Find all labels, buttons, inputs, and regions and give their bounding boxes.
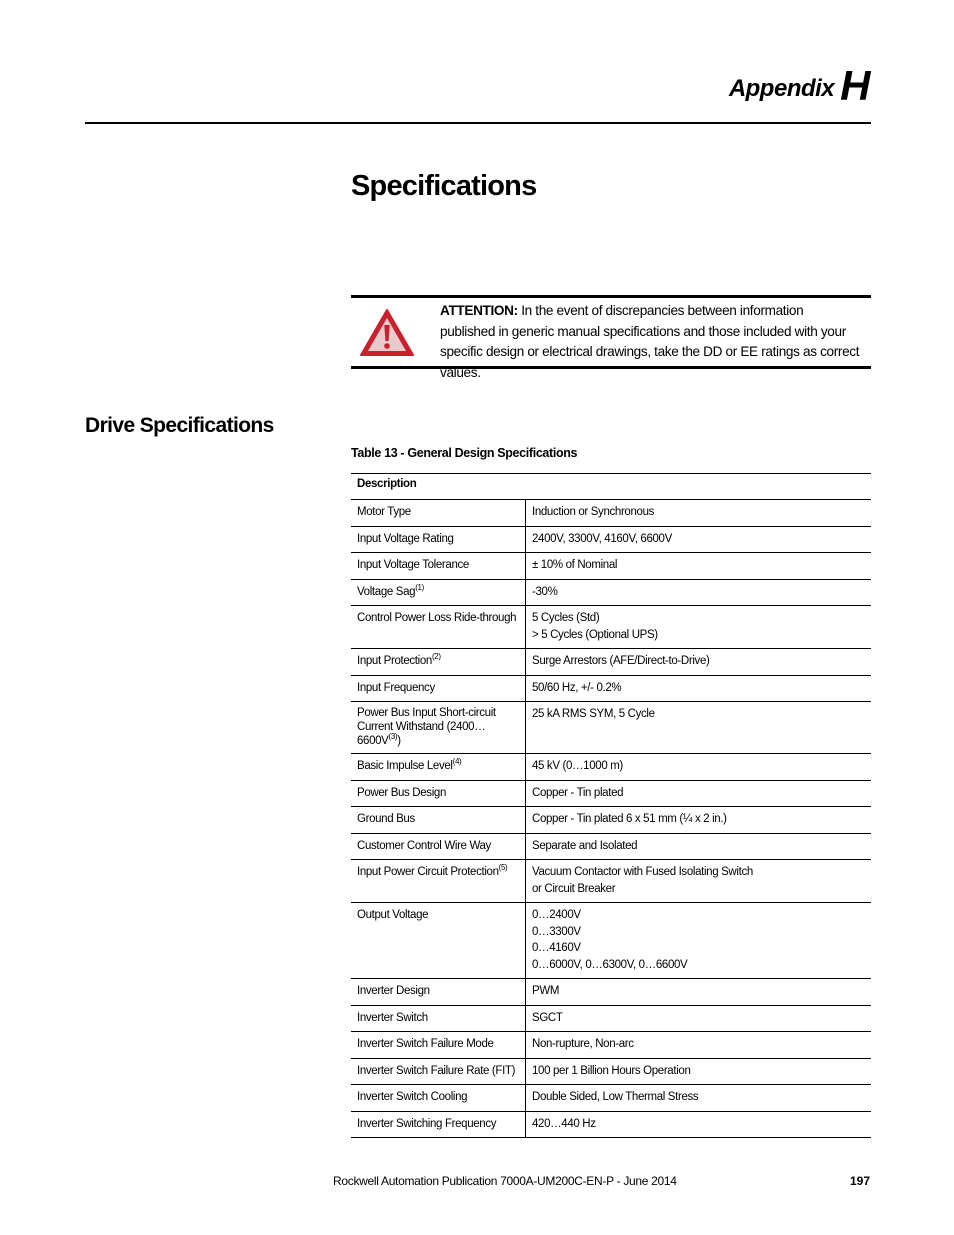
row-description-text: Basic Impulse Level [357, 760, 453, 772]
row-value [526, 1032, 872, 1059]
row-description-text: Power Bus Input Short-circuit Current Withstand (2400…6600V [357, 707, 496, 747]
row-value [526, 526, 872, 553]
row-value-line: 5 Cycles (Std) [532, 612, 600, 624]
table-caption: Table 13 - General Design Specifications [351, 446, 578, 460]
row-value [526, 649, 872, 676]
appendix-word: Appendix [728, 75, 835, 102]
table-row [351, 754, 871, 781]
footnote-marker: (2) [431, 652, 441, 662]
row-description-text: Inverter Switch Failure Rate (FIT) [357, 1064, 516, 1077]
page-title: Specifications [351, 170, 537, 202]
row-description [351, 833, 526, 860]
table-row [351, 526, 871, 553]
row-value-line: SGCT [532, 1011, 563, 1024]
table-row [351, 606, 871, 649]
attention-text [440, 301, 860, 383]
row-value-line: Double Sided, Low Thermal Stress [532, 1091, 699, 1103]
table-body [351, 500, 871, 1138]
row-description [351, 553, 526, 580]
row-value [526, 579, 872, 606]
row-value-line: Surge Arrestors (AFE/Direct-to-Drive) [532, 655, 710, 667]
row-description-text: Customer Control Wire Way [357, 839, 491, 852]
row-value-line: Separate and Isolated [532, 839, 638, 852]
table-row [351, 1058, 871, 1085]
row-description-suffix: ) [397, 735, 401, 747]
row-value-line: 100 per 1 Billion Hours Operation [532, 1064, 691, 1077]
footnote-marker: (4) [452, 757, 462, 767]
row-value-line: 420…440 Hz [532, 1117, 596, 1130]
footnote-marker: (1) [415, 582, 424, 592]
attention-box [351, 295, 871, 380]
row-value [526, 702, 872, 754]
row-value [526, 780, 872, 807]
row-value [526, 500, 872, 527]
row-value-line: 50/60 Hz, +/- 0.2% [532, 681, 622, 694]
table-row [351, 1085, 871, 1112]
row-description [351, 979, 526, 1006]
row-description [351, 860, 526, 903]
row-value [526, 606, 872, 649]
table-row [351, 500, 871, 527]
row-value-line: 45 kV (0…1000 m) [532, 760, 623, 772]
row-value [526, 553, 872, 580]
row-value-line: 2400V, 3300V, 4160V, 6600V [532, 532, 672, 545]
footnote-marker: (5) [498, 863, 508, 873]
row-value [526, 860, 872, 903]
table-row [351, 702, 871, 754]
row-value [526, 833, 872, 860]
row-value [526, 1005, 872, 1032]
table-row [351, 833, 871, 860]
section-heading: Drive Specifications [85, 414, 274, 437]
row-description-text: Motor Type [357, 506, 411, 518]
attention-message: In the event of discrepancies between information published in generic manual specifications and those included with your specific design or electrical drawings, take the DD or EE ratings as correct values. [440, 303, 860, 380]
table-header-row [351, 474, 871, 500]
table-row [351, 675, 871, 702]
row-description [351, 702, 526, 754]
row-description [351, 649, 526, 676]
row-description [351, 500, 526, 527]
row-value-line: or Circuit Breaker [532, 882, 616, 895]
row-value [526, 807, 872, 834]
table-row [351, 1005, 871, 1032]
table-row [351, 903, 871, 979]
row-description [351, 606, 526, 649]
row-description [351, 1005, 526, 1032]
row-value [526, 754, 872, 781]
warning-triangle-icon [359, 308, 415, 358]
row-description [351, 1085, 526, 1112]
row-value-line: PWM [532, 985, 560, 997]
row-value-line: Copper - Tin plated [532, 786, 624, 799]
row-value [526, 1058, 872, 1085]
attention-label: ATTENTION: [440, 303, 518, 318]
table-row [351, 579, 871, 606]
page-number: 197 [849, 1174, 870, 1188]
table-row [351, 649, 871, 676]
appendix-heading [729, 62, 870, 110]
table-row [351, 780, 871, 807]
table-row [351, 979, 871, 1006]
row-description-text: Inverter Switch [357, 1011, 428, 1024]
row-value-line: Non-rupture, Non-arc [532, 1038, 634, 1050]
row-value [526, 1111, 872, 1138]
row-description [351, 1032, 526, 1059]
row-description-text: Input Power Circuit Protection [357, 866, 499, 878]
row-description [351, 675, 526, 702]
row-description [351, 754, 526, 781]
row-value-line: Copper - Tin plated 6 x 51 mm (¼ x 2 in.) [532, 813, 727, 825]
row-value-line: Induction or Synchronous [532, 506, 655, 518]
row-description-text: Output Voltage [357, 909, 429, 921]
row-description-text: Inverter Switching Frequency [357, 1117, 497, 1130]
specifications-table [351, 473, 871, 1138]
row-value-line: -30% [532, 585, 558, 598]
row-value [526, 675, 872, 702]
row-description-text: Ground Bus [357, 813, 415, 825]
row-value-line: ± 10% of Nominal [532, 559, 618, 571]
row-description-text: Input Protection [357, 655, 432, 667]
row-value-line: 0…2400V [532, 909, 581, 921]
row-description-text: Input Voltage Tolerance [357, 559, 469, 571]
row-value-line: 0…3300V [532, 925, 581, 938]
row-description-text: Inverter Design [357, 985, 430, 997]
table-row [351, 860, 871, 903]
row-value-line: > 5 Cycles (Optional UPS) [532, 628, 658, 641]
row-value [526, 903, 872, 979]
row-description [351, 1111, 526, 1138]
row-value-line: 0…4160V [532, 942, 581, 954]
row-description-text: Power Bus Design [357, 786, 446, 799]
row-description-text: Inverter Switch Cooling [357, 1091, 468, 1103]
row-description [351, 807, 526, 834]
appendix-letter: H [840, 62, 870, 109]
table-row [351, 553, 871, 580]
footer-publication: Rockwell Automation Publication 7000A-UM200C-EN-P - June 2014 [333, 1174, 677, 1188]
row-description [351, 903, 526, 979]
table-row [351, 1032, 871, 1059]
header-rule [85, 122, 871, 124]
row-description-text: Voltage Sag [357, 585, 416, 598]
row-description [351, 1058, 526, 1085]
row-description-text: Input Frequency [357, 681, 435, 694]
row-value-line: 0…6000V, 0…6300V, 0…6600V [532, 958, 688, 971]
row-value-line: Vacuum Contactor with Fused Isolating Switch [532, 866, 753, 878]
row-value [526, 1085, 872, 1112]
row-value-line: 25 kA RMS SYM, 5 Cycle [532, 708, 655, 720]
row-description-text: Input Voltage Rating [357, 532, 454, 545]
table-row [351, 807, 871, 834]
row-value [526, 979, 872, 1006]
row-description [351, 780, 526, 807]
row-description-text: Inverter Switch Failure Mode [357, 1038, 494, 1050]
footnote-marker: (3) [388, 732, 398, 742]
table-row [351, 1111, 871, 1138]
row-description [351, 526, 526, 553]
table-header-description: Description [351, 474, 871, 500]
row-description-text: Control Power Loss Ride-through [357, 612, 517, 624]
row-description [351, 579, 526, 606]
